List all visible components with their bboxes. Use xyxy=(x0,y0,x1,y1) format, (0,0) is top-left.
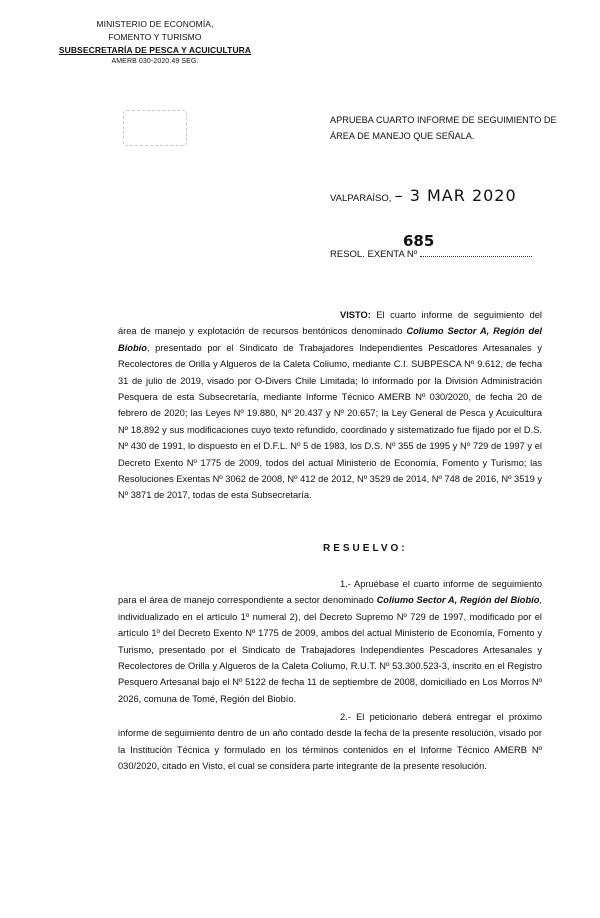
visto-area-name: Coliumo Sector A, Región del Biobío xyxy=(118,326,542,353)
resolution-dotted-line xyxy=(420,247,532,257)
subsecretaria-name: SUBSECRETARÍA DE PESCA Y ACUICULTURA xyxy=(58,45,252,55)
date-value: – 3 MAR 2020 xyxy=(394,186,517,205)
resuelvo-heading: RESUELVO: xyxy=(323,543,408,554)
visto-text-2: , presentado por el Sindicato de Trabajadores Independientes Pescadores Artesanales y Recolectores de Orilla y Algueros de la Caleta Coliumo, mediante C.I. SUBPESCA Nº 9.612, de fecha 31 de julio de 2019, visado por O-Divers Chile Limitada; lo informado por la División Administración Pesquera de esta Subsecretaría, mediante Informe Técnico AMERB Nº 030/2020, de fecha 20 de febrero de 2020; las Leyes Nº 19.880, Nº 20.437 y Nº 20.657; la Ley General de Pesca y Acuicultura Nº 18.892 y sus modificaciones cuyo texto refundido, coordinado y sistematizado fue fijado por el D.S. Nº 430 de 1991, lo dispuesto en el D.F.L. Nº 5 de 1983, los D.S. Nº 355 de 1995 y Nº 729 de 1997 y el Decreto Exento Nº 1775 de 2009, todos del actual Ministerio de Economía, Fomento y Turismo; las Resoluciones Exentas Nº 3062 de 2008, Nº 412 de 2012, Nº 3529 de 2014, Nº 748 de 2016, Nº 3519 y Nº 3871 de 2017, todas de esta Subsecretaría. xyxy=(118,342,542,501)
ministry-subtitle: FOMENTO Y TURISMO xyxy=(108,32,202,42)
resolution-article-2 xyxy=(118,709,542,775)
article-1-area-name: Coliumo Sector A, Región del Biobío xyxy=(376,595,540,606)
visto-paragraph xyxy=(118,307,542,504)
ministry-header xyxy=(55,18,255,67)
resolution-number: 685 xyxy=(403,232,435,250)
date-label: VALPARAÍSO, xyxy=(330,193,392,204)
reference-code: AMERB 030-2020.49 SEG. xyxy=(111,58,199,65)
visto-lead: VISTO: xyxy=(340,310,371,320)
faded-stamp xyxy=(123,110,187,146)
resolution-row xyxy=(330,247,532,260)
visto-text-1: El cuarto informe de seguimiento del área de manejo y explotación de recursos bentónicos denominado xyxy=(118,310,542,337)
resolution-subject: APRUEBA CUARTO INFORME DE SEGUIMIENTO DE ÁREA DE MANEJO QUE SEÑALA. xyxy=(330,115,557,141)
resolution-article-1 xyxy=(118,576,542,707)
article-2-text: 2.- El peticionario deberá entregar el próximo informe de seguimiento dentro de un año contado desde la fecha de la presente resolución, visado por la Institución Técnica y formulado en los términos contenidos en el Informe Técnico AMERB Nº 030/2020, citado en Visto, el cual se considera parte integrante de la presente resolución. xyxy=(118,712,542,772)
resolution-label: RESOL. EXENTA Nº xyxy=(330,249,418,260)
article-1-text-1: 1.- Apruébase el cuarto informe de seguimiento para el área de manejo correspondiente a sector denominado xyxy=(118,579,542,606)
article-1-text-2: , individualizado en el artículo 1º numeral 2), del Decreto Supremo Nº 729 de 1997, modificado por el artículo 1º del Decreto Exento Nº 1775 de 2009, ambos del actual Ministerio de Economía, Fomento y Turismo, presentado por el Sindicato de Trabajadores Independientes Pescadores Artesanales y Recolectores de Orilla y Algueros de la Caleta Coliumo, R.U.T. Nº 53.300.523-3, inscrito en el Registro Pesquero Artesanal bajo el Nº 5122 de fecha 11 de septiembre de 2008, domiciliado en Los Morros Nº 2026, comuna de Tomé, Región del Biobío. xyxy=(118,595,542,704)
ministry-name: MINISTERIO DE ECONOMÍA, xyxy=(96,19,214,29)
date-row xyxy=(330,186,517,205)
